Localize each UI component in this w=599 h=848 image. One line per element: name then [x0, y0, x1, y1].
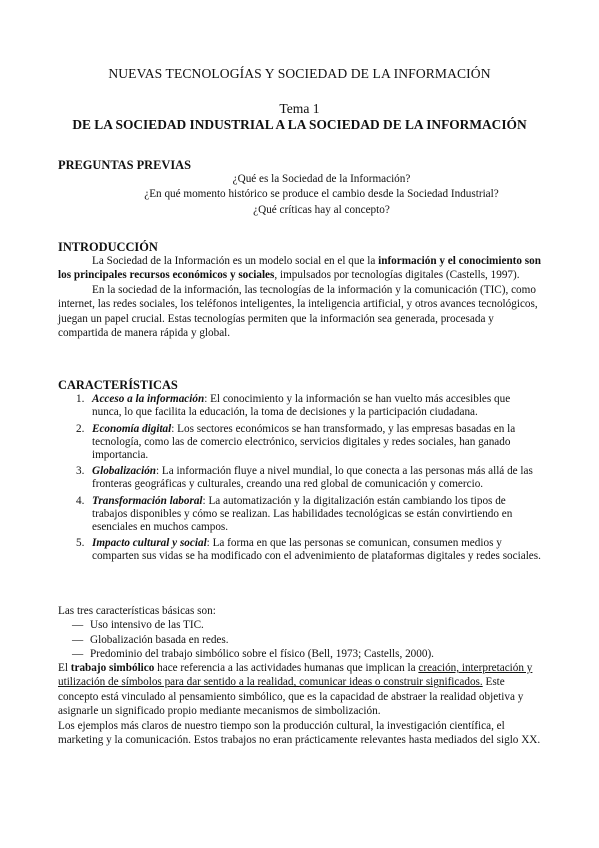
item-text: : Los sectores económicos se han transformado, y las empresas basadas en la tecnología, como las de comercio electrónico, servicios digitales y redes sociales, han ganado importancia. — [92, 422, 516, 461]
item-title: Transformación laboral — [92, 494, 203, 507]
dash-bullet: — — [72, 633, 84, 646]
caracteristicas-list — [58, 393, 542, 567]
trabajo-underlined: creación, interpretación y utilización de símbolos para dar sentido a la realidad, comunicar ideas o construir significados. — [58, 662, 533, 689]
trabajo-paragraph-2: Los ejemplos más claros de nuestro tiempo son la producción cultural, la investigación científica, el marketing y la comunicación. Estos trabajos no eran prácticamente relevantes hasta mediados del siglo XX. — [58, 719, 541, 747]
trabajo-text-b: hace referencia a las actividades humanas que implican la — [154, 662, 419, 674]
item-number: 2. — [76, 422, 85, 435]
basica-item — [58, 633, 542, 647]
item-number: 5. — [76, 537, 85, 550]
intro-paragraph-2: En la sociedad de la información, las tecnologías de la información y la comunicación (TIC), como internet, las redes sociales, los teléfonos inteligentes, la inteligencia artificial, y otros avances tecnológicos, juegan un papel crucial. Estas tecnologías permiten que la información sea generada, procesada y compartida de manera rápida y global. — [58, 283, 538, 340]
item-number: 1. — [76, 393, 85, 405]
trabajo-text-c: Este concepto está vinculado al pensamiento simbólico, que es la capacidad de abstraer la realidad objetiva y asignarle un significado propio mediante mecanismos de simbolización. — [58, 676, 524, 718]
caracteristica-item — [58, 393, 542, 419]
basica-text: Uso intensivo de las TIC. — [90, 619, 204, 632]
trabajo-simbolico-block — [58, 661, 542, 747]
tema-label: Tema 1 — [279, 101, 320, 116]
caracteristica-item — [58, 465, 542, 491]
item-number: 4. — [76, 494, 85, 507]
item-title: Acceso a la información — [92, 393, 205, 405]
item-text: : La forma en que las personas se comunican, consumen medios y comparten sus vidas se ha modificado con el advenimiento de plataformas digitales y redes sociales. — [92, 537, 541, 563]
document-title: NUEVAS TECNOLOGÍAS Y SOCIEDAD DE LA INFORMACIÓN — [108, 66, 491, 81]
caracteristicas-heading: CARACTERÍSTICAS — [58, 378, 178, 392]
trabajo-text-a: El — [58, 662, 71, 674]
basicas-intro: Las tres características básicas son: — [58, 605, 216, 617]
dash-bullet: — — [72, 648, 84, 661]
intro-paragraph-1 — [58, 254, 542, 283]
intro-text-a: La Sociedad de la Información es un modelo social en el que la — [92, 255, 379, 267]
introduccion-body — [58, 254, 542, 340]
basicas-block — [58, 604, 542, 662]
pregunta-item: ¿En qué momento histórico se produce el cambio desde la Sociedad Industrial? — [144, 188, 499, 201]
caracteristica-item — [58, 537, 542, 563]
item-title: Economía digital — [92, 422, 172, 435]
document-subtitle: DE LA SOCIEDAD INDUSTRIAL A LA SOCIEDAD DE LA INFORMACIÓN — [72, 117, 527, 132]
item-title: Impacto cultural y social — [92, 537, 207, 550]
pregunta-item: ¿Qué críticas hay al concepto? — [253, 203, 390, 216]
pregunta-item: ¿Qué es la Sociedad de la Información? — [232, 173, 411, 185]
basica-text: Predominio del trabajo simbólico sobre el físico (Bell, 1973; Castells, 2000). — [90, 648, 434, 661]
item-text: : La automatización y la digitalización están cambiando los tipos de trabajos disponibles y cómo se realizan. Las habilidades tecnológicas se están convirtiendo en esenciales en muchos campos. — [92, 494, 513, 533]
preguntas-heading: PREGUNTAS PREVIAS — [58, 158, 191, 172]
item-number: 3. — [76, 465, 85, 478]
item-title: Globalización — [92, 465, 157, 478]
trabajo-paragraph-1 — [58, 661, 542, 719]
trabajo-bold: trabajo simbólico — [70, 662, 155, 674]
introduccion-heading: INTRODUCCIÓN — [58, 240, 158, 254]
basica-text: Globalización basada en redes. — [90, 633, 229, 646]
intro-text-b: , impulsados por tecnologías digitales (Castells, 1997). — [274, 269, 520, 282]
item-text: : La información fluye a nivel mundial, lo que conecta a las personas más allá de las fronteras geográficas y culturales, creando una red global de comunicación y comercio. — [92, 465, 533, 491]
caracteristica-item — [58, 495, 542, 534]
basicas-list — [58, 618, 542, 661]
dash-bullet: — — [72, 619, 84, 632]
intro-text-bold: información y el conocimiento son los principales recursos económicos y sociales — [58, 255, 541, 282]
caracteristica-item — [58, 423, 542, 462]
basica-item — [58, 647, 542, 661]
basica-item — [58, 618, 542, 632]
item-text: : El conocimiento y la información se han vuelto más accesibles que nunca, lo que facilita la educación, la toma de decisiones y la participación ciudadana. — [92, 393, 511, 418]
preguntas-list — [0, 172, 599, 218]
